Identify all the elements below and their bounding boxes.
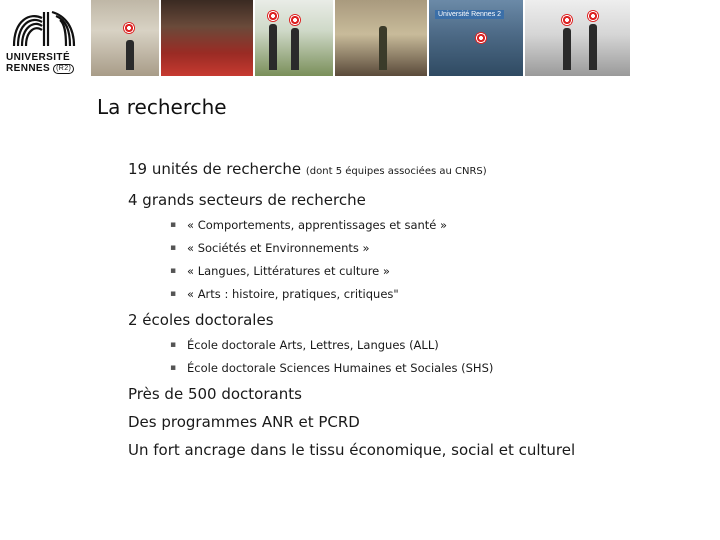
item-programs: Des programmes ANR et PCRD [128, 413, 360, 431]
person-figure [379, 26, 387, 70]
banner-photo-entrance [429, 0, 525, 76]
person-figure [126, 40, 134, 70]
banner-photo-people-outdoors [255, 0, 335, 76]
entrance-sign: Université Rennes 2 [435, 10, 504, 19]
bullet-icon: ▪ [170, 243, 177, 253]
slide-title: La recherche [97, 95, 227, 119]
logo-badge: (R2) [53, 64, 74, 74]
list-item: ▪ École doctorale Sciences Humaines et Sociales (SHS) [170, 357, 708, 380]
target-icon [267, 10, 279, 22]
person-figure [589, 24, 597, 70]
bullet-icon: ▪ [170, 340, 177, 350]
banner-photo-auditorium [161, 0, 255, 76]
logo-wordmark [6, 52, 90, 74]
item-doctoral-schools: 2 écoles doctorales [128, 311, 274, 329]
bullet-icon: ▪ [170, 220, 177, 230]
target-icon [587, 10, 599, 22]
bullet-icon: ▪ [170, 363, 177, 373]
list-item: ▪ « Sociétés et Environnements » [170, 237, 708, 260]
person-figure [269, 24, 277, 70]
bullet-icon: ▪ [170, 266, 177, 276]
list-item: ▪ « Comportements, apprentissages et santé » [170, 214, 708, 237]
banner-photo-artwork [335, 0, 429, 76]
sector-list [128, 214, 708, 306]
target-icon [123, 22, 135, 34]
item-doctoral-students: Près de 500 doctorants [128, 385, 302, 403]
target-icon [561, 14, 573, 26]
item-research-sectors: 4 grands secteurs de recherche [128, 191, 366, 209]
slide-body [128, 155, 708, 464]
list-item: ▪ « Langues, Littératures et culture » [170, 260, 708, 283]
item-research-units [128, 155, 708, 186]
item-anchoring: Un fort ancrage dans le tissu économique, social et culturel [128, 441, 576, 459]
person-figure [291, 28, 299, 70]
item-note: (dont 5 équipes associées au CNRS) [305, 166, 487, 177]
photo-banner [91, 0, 720, 76]
logo-line-rennes: RENNES [6, 63, 51, 74]
doctoral-school-list [128, 334, 708, 380]
banner-photo-corridor [91, 0, 161, 76]
person-figure [563, 28, 571, 70]
item-text: 19 unités de recherche [128, 160, 306, 178]
list-item: ▪ « Arts : histoire, pratiques, critiques" [170, 283, 708, 306]
banner-photo-students [525, 0, 630, 76]
bullet-icon: ▪ [170, 289, 177, 299]
logo-mark-icon [8, 6, 80, 52]
logo-line-universite: UNIVERSITÉ [6, 52, 71, 63]
target-icon [475, 32, 487, 44]
list-item: ▪ École doctorale Arts, Lettres, Langues (ALL) [170, 334, 708, 357]
target-icon [289, 14, 301, 26]
